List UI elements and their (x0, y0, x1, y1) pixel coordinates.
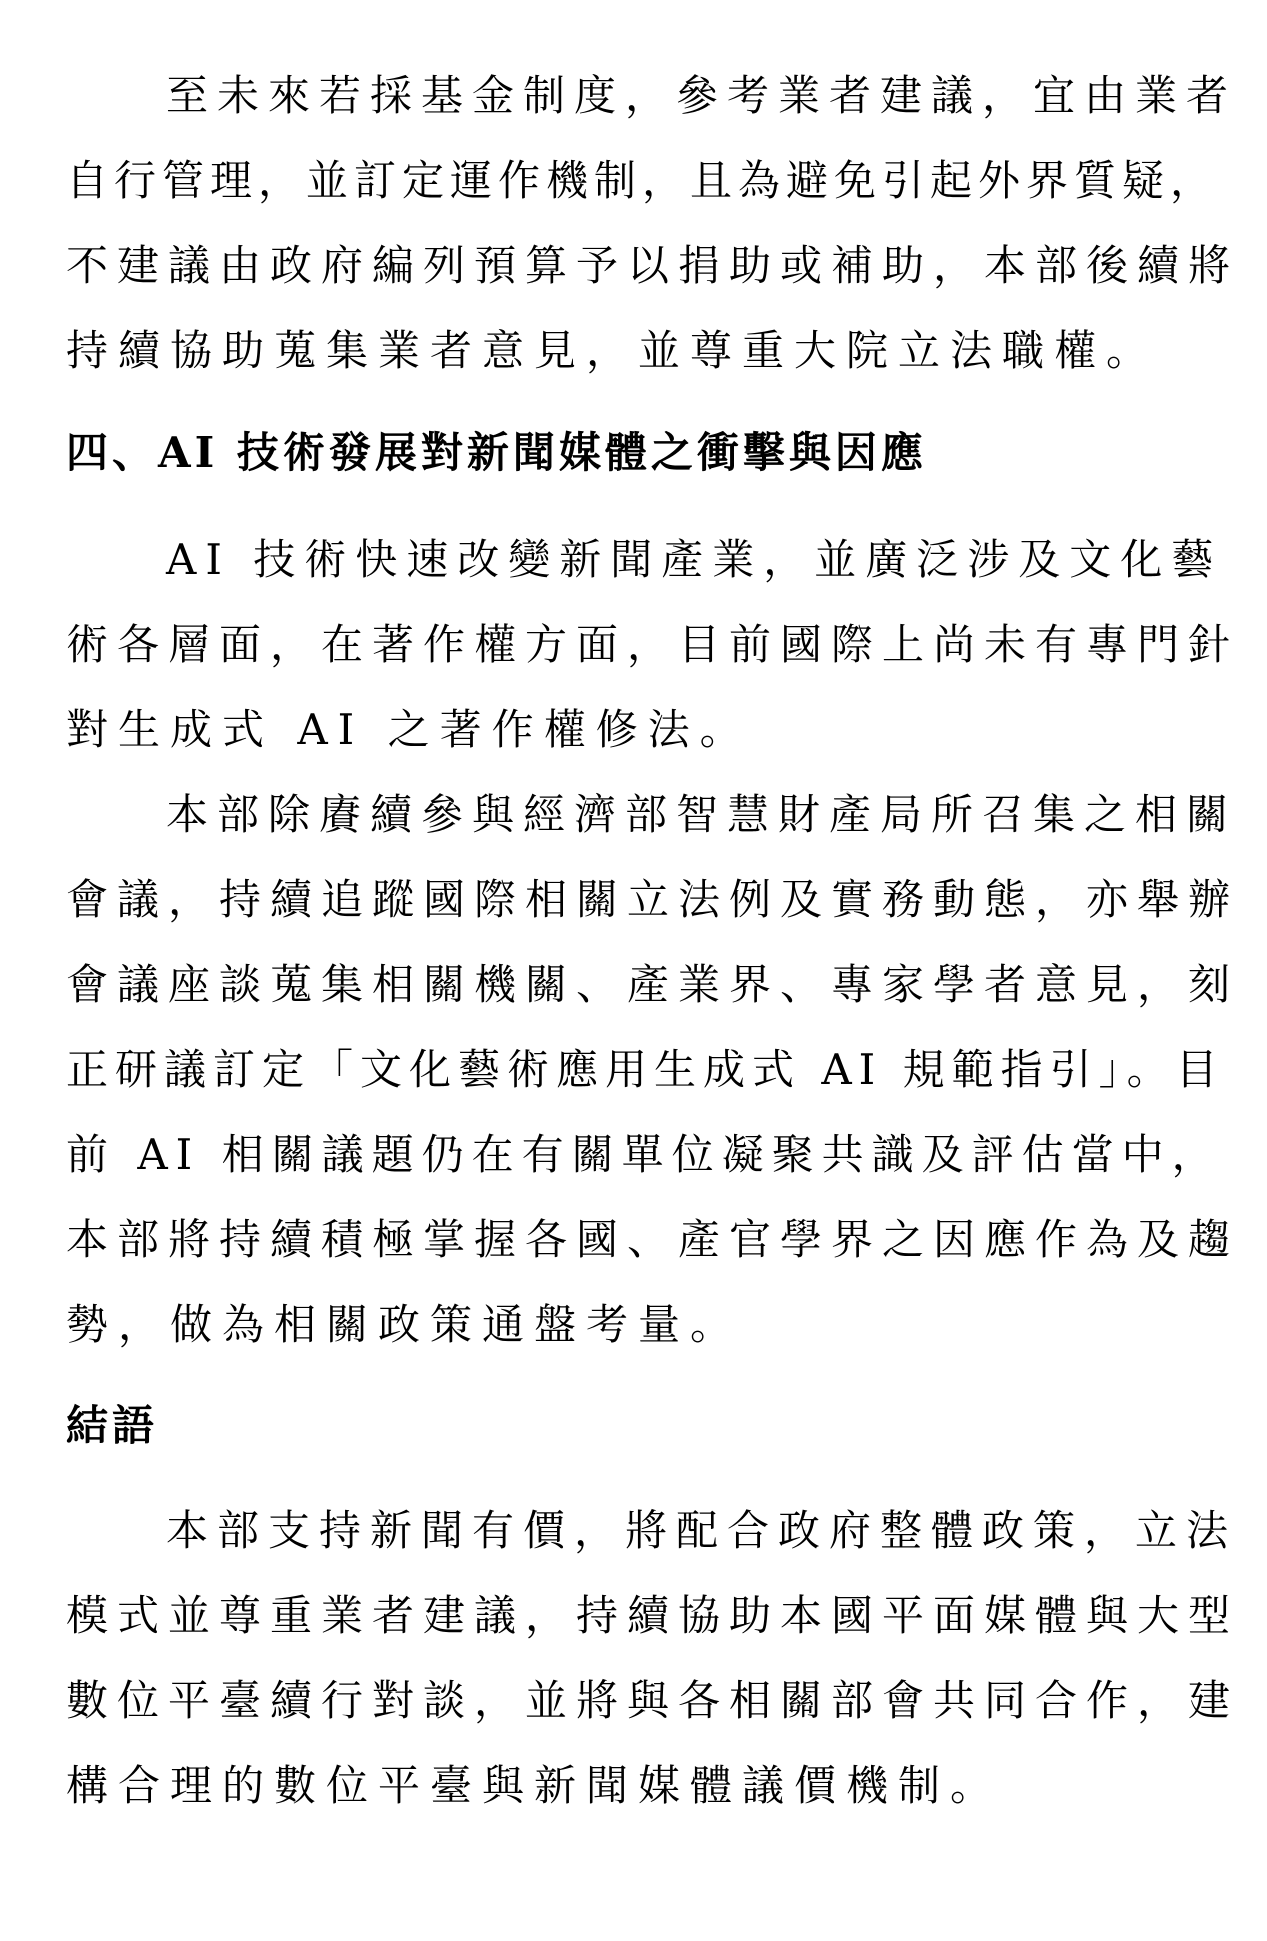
paragraph-line: 數位平臺續行對談，並將與各相關部會共同合作，建 (66, 1676, 1240, 1725)
paragraph-line: AI 技術快速改變新聞產業，並廣泛涉及文化藝 (166, 535, 1223, 584)
conclusion-heading: 結語 (66, 1401, 159, 1450)
paragraph-line: 勢，做為相關政策通盤考量。 (66, 1300, 743, 1349)
paragraph-line: 自行管理，並訂定運作機制，且為避免引起外界質疑， (66, 156, 1219, 205)
paragraph-line: 本部除賡續參與經濟部智慧財產局所召集之相關 (166, 790, 1238, 839)
section-heading: 四、AI 技術發展對新聞媒體之衝擊與因應 (66, 428, 927, 477)
paragraph-line: 構合理的數位平臺與新聞媒體議價機制。 (66, 1761, 1003, 1810)
paragraph-line: 術各層面，在著作權方面，目前國際上尚未有專門針 (66, 620, 1240, 669)
paragraph-line: 正研議訂定「文化藝術應用生成式 AI 規範指引」。目 (66, 1045, 1225, 1094)
paragraph-line: 會議，持續追蹤國際相關立法例及實務動態，亦舉辦 (66, 875, 1240, 924)
paragraph-line: 前 AI 相關議題仍在有關單位凝聚共識及評估當中， (66, 1130, 1222, 1179)
paragraph-line: 至未來若採基金制度，參考業者建議，宜由業者 (166, 71, 1238, 120)
paragraph-line: 本部將持續積極掌握各國、產官學界之因應作為及趨 (66, 1215, 1240, 1264)
paragraph-line: 對生成式 AI 之著作權修法。 (66, 705, 752, 754)
paragraph-line: 持續協助蒐集業者意見，並尊重大院立法職權。 (66, 326, 1159, 375)
paragraph-line: 會議座談蒐集相關機關、產業界、專家學者意見，刻 (66, 960, 1240, 1009)
paragraph-line: 模式並尊重業者建議，持續協助本國平面媒體與大型 (66, 1591, 1240, 1640)
paragraph-line: 本部支持新聞有價，將配合政府整體政策，立法 (166, 1506, 1238, 1555)
paragraph-line: 不建議由政府編列預算予以捐助或補助，本部後續將 (66, 241, 1240, 290)
